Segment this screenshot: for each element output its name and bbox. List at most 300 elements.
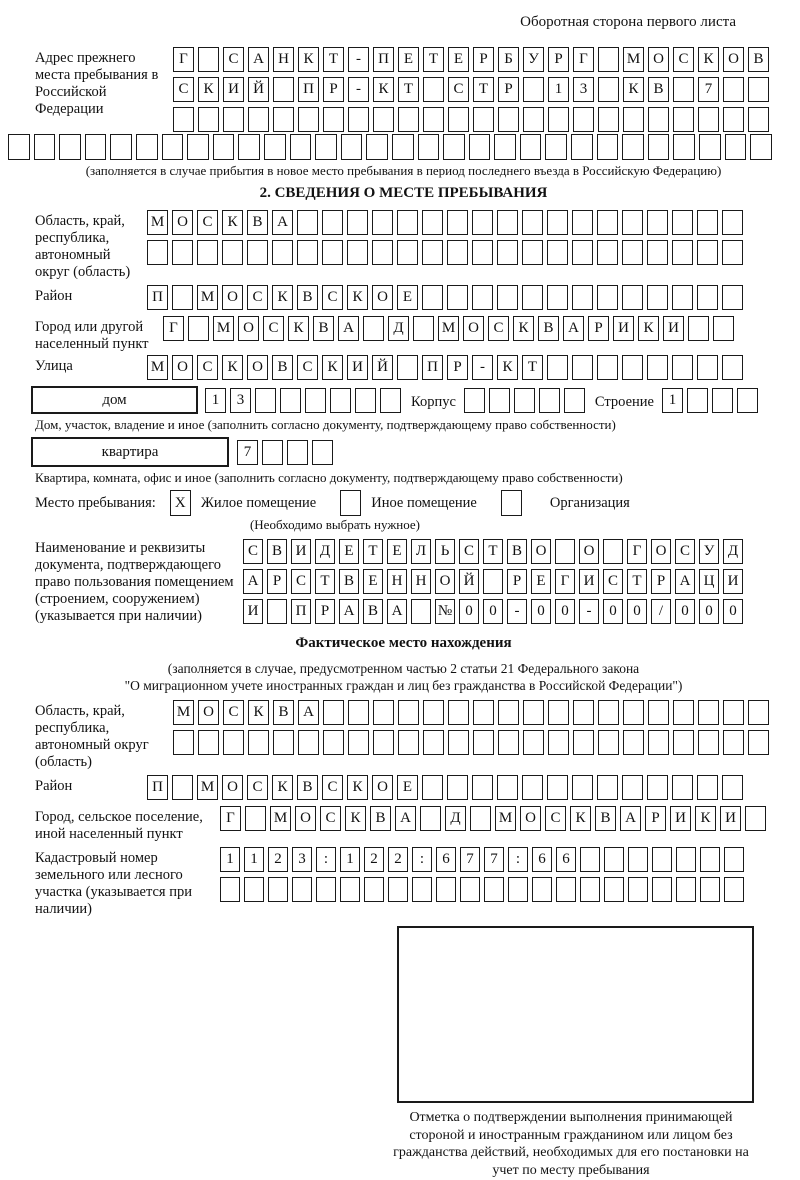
char-cell[interactable]: Г xyxy=(555,569,575,594)
char-cell[interactable] xyxy=(648,107,669,132)
char-cell[interactable] xyxy=(422,775,443,800)
char-cell[interactable]: : xyxy=(316,847,336,872)
char-cell[interactable] xyxy=(472,285,493,310)
char-cell[interactable]: Е xyxy=(339,539,359,564)
char-cell[interactable]: 1 xyxy=(548,77,569,102)
char-cell[interactable] xyxy=(548,107,569,132)
actual-region-char-row-1[interactable] xyxy=(173,700,769,725)
char-cell[interactable] xyxy=(597,285,618,310)
char-cell[interactable]: О xyxy=(295,806,316,831)
char-cell[interactable] xyxy=(397,355,418,380)
char-cell[interactable]: Р xyxy=(645,806,666,831)
char-cell[interactable] xyxy=(372,240,393,265)
char-cell[interactable] xyxy=(498,730,519,755)
char-cell[interactable] xyxy=(373,107,394,132)
char-cell[interactable]: М xyxy=(147,210,168,235)
apartment-char-row[interactable] xyxy=(237,440,333,465)
char-cell[interactable]: Ц xyxy=(699,569,719,594)
char-cell[interactable]: В xyxy=(370,806,391,831)
char-cell[interactable] xyxy=(604,877,624,902)
char-cell[interactable] xyxy=(622,775,643,800)
char-cell[interactable]: Т xyxy=(483,539,503,564)
char-cell[interactable]: В xyxy=(273,700,294,725)
char-cell[interactable] xyxy=(322,240,343,265)
char-cell[interactable] xyxy=(547,355,568,380)
char-cell[interactable] xyxy=(372,210,393,235)
char-cell[interactable] xyxy=(380,388,401,413)
char-cell[interactable]: К xyxy=(322,355,343,380)
char-cell[interactable] xyxy=(673,107,694,132)
char-cell[interactable] xyxy=(272,240,293,265)
char-cell[interactable]: И xyxy=(613,316,634,341)
char-cell[interactable] xyxy=(697,285,718,310)
char-cell[interactable]: С xyxy=(297,355,318,380)
char-cell[interactable] xyxy=(366,134,388,160)
char-cell[interactable]: О xyxy=(238,316,259,341)
char-cell[interactable]: 1 xyxy=(340,847,360,872)
char-cell[interactable]: С xyxy=(223,700,244,725)
char-cell[interactable]: О xyxy=(222,285,243,310)
char-cell[interactable] xyxy=(672,240,693,265)
char-cell[interactable]: И xyxy=(347,355,368,380)
char-cell[interactable] xyxy=(472,775,493,800)
char-cell[interactable]: М xyxy=(197,285,218,310)
char-cell[interactable] xyxy=(648,730,669,755)
char-cell[interactable] xyxy=(443,134,465,160)
char-cell[interactable] xyxy=(628,847,648,872)
char-cell[interactable]: 2 xyxy=(268,847,288,872)
char-cell[interactable] xyxy=(248,107,269,132)
char-cell[interactable] xyxy=(748,730,769,755)
char-cell[interactable]: В xyxy=(339,569,359,594)
char-cell[interactable]: - xyxy=(579,599,599,624)
char-cell[interactable]: А xyxy=(243,569,263,594)
char-cell[interactable] xyxy=(598,700,619,725)
char-cell[interactable] xyxy=(676,877,696,902)
char-cell[interactable]: С xyxy=(448,77,469,102)
char-cell[interactable]: В xyxy=(538,316,559,341)
char-cell[interactable] xyxy=(688,316,709,341)
char-cell[interactable] xyxy=(673,134,695,160)
char-cell[interactable] xyxy=(238,134,260,160)
char-cell[interactable]: 7 xyxy=(484,847,504,872)
char-cell[interactable] xyxy=(473,107,494,132)
char-cell[interactable]: П xyxy=(298,77,319,102)
char-cell[interactable] xyxy=(305,388,326,413)
actual-region-char-row-2[interactable] xyxy=(173,730,769,755)
char-cell[interactable]: О xyxy=(172,355,193,380)
char-cell[interactable]: Е xyxy=(363,569,383,594)
actual-district-char-row[interactable] xyxy=(147,775,743,800)
char-cell[interactable] xyxy=(323,107,344,132)
char-cell[interactable] xyxy=(436,877,456,902)
char-cell[interactable] xyxy=(573,700,594,725)
char-cell[interactable] xyxy=(340,877,360,902)
checkbox-zhiloe-pomeshchenie[interactable]: X xyxy=(170,490,191,516)
char-cell[interactable]: К xyxy=(272,775,293,800)
char-cell[interactable]: - xyxy=(348,47,369,72)
char-cell[interactable] xyxy=(647,775,668,800)
char-cell[interactable]: И xyxy=(291,539,311,564)
prev-address-overflow-row[interactable] xyxy=(8,134,772,160)
char-cell[interactable] xyxy=(622,134,644,160)
char-cell[interactable] xyxy=(652,847,672,872)
char-cell[interactable] xyxy=(268,877,288,902)
char-cell[interactable] xyxy=(392,134,414,160)
char-cell[interactable]: В xyxy=(297,775,318,800)
char-cell[interactable] xyxy=(724,847,744,872)
char-cell[interactable] xyxy=(539,388,560,413)
char-cell[interactable] xyxy=(173,107,194,132)
char-cell[interactable] xyxy=(725,134,747,160)
char-cell[interactable]: 1 xyxy=(662,388,683,413)
char-cell[interactable]: М xyxy=(623,47,644,72)
char-cell[interactable] xyxy=(280,388,301,413)
char-cell[interactable]: Р xyxy=(498,77,519,102)
char-cell[interactable] xyxy=(244,877,264,902)
char-cell[interactable]: : xyxy=(508,847,528,872)
char-cell[interactable] xyxy=(597,240,618,265)
char-cell[interactable] xyxy=(262,440,283,465)
char-cell[interactable]: 6 xyxy=(556,847,576,872)
char-cell[interactable]: К xyxy=(497,355,518,380)
char-cell[interactable] xyxy=(652,877,672,902)
char-cell[interactable] xyxy=(520,134,542,160)
char-cell[interactable]: У xyxy=(699,539,719,564)
char-cell[interactable] xyxy=(187,134,209,160)
char-cell[interactable]: Д xyxy=(445,806,466,831)
char-cell[interactable] xyxy=(497,210,518,235)
char-cell[interactable] xyxy=(448,107,469,132)
char-cell[interactable] xyxy=(750,134,772,160)
char-cell[interactable]: К xyxy=(222,210,243,235)
char-cell[interactable] xyxy=(248,730,269,755)
char-cell[interactable]: О xyxy=(172,210,193,235)
char-cell[interactable]: С xyxy=(223,47,244,72)
char-cell[interactable]: Р xyxy=(651,569,671,594)
char-cell[interactable] xyxy=(172,240,193,265)
char-cell[interactable]: М xyxy=(438,316,459,341)
char-cell[interactable]: Р xyxy=(548,47,569,72)
char-cell[interactable] xyxy=(447,775,468,800)
char-cell[interactable] xyxy=(564,388,585,413)
char-cell[interactable] xyxy=(673,700,694,725)
char-cell[interactable] xyxy=(348,107,369,132)
char-cell[interactable]: К xyxy=(288,316,309,341)
char-cell[interactable] xyxy=(494,134,516,160)
char-cell[interactable] xyxy=(547,210,568,235)
char-cell[interactable]: К xyxy=(222,355,243,380)
korpus-char-row[interactable] xyxy=(464,388,585,413)
char-cell[interactable] xyxy=(522,240,543,265)
char-cell[interactable] xyxy=(522,285,543,310)
char-cell[interactable]: Т xyxy=(398,77,419,102)
char-cell[interactable]: К xyxy=(623,77,644,102)
char-cell[interactable] xyxy=(423,107,444,132)
char-cell[interactable]: С xyxy=(673,47,694,72)
char-cell[interactable]: Ь xyxy=(435,539,455,564)
char-cell[interactable] xyxy=(498,107,519,132)
char-cell[interactable] xyxy=(673,730,694,755)
char-cell[interactable] xyxy=(687,388,708,413)
char-cell[interactable]: С xyxy=(291,569,311,594)
char-cell[interactable] xyxy=(315,134,337,160)
char-cell[interactable]: М xyxy=(270,806,291,831)
char-cell[interactable] xyxy=(722,355,743,380)
document-char-row-3[interactable] xyxy=(243,599,743,624)
char-cell[interactable] xyxy=(347,210,368,235)
char-cell[interactable]: А xyxy=(298,700,319,725)
char-cell[interactable] xyxy=(723,107,744,132)
char-cell[interactable]: О xyxy=(198,700,219,725)
char-cell[interactable] xyxy=(373,730,394,755)
char-cell[interactable]: А xyxy=(272,210,293,235)
char-cell[interactable]: К xyxy=(638,316,659,341)
char-cell[interactable] xyxy=(672,355,693,380)
char-cell[interactable] xyxy=(287,440,308,465)
char-cell[interactable] xyxy=(603,539,623,564)
actual-city-char-row[interactable] xyxy=(220,806,766,831)
char-cell[interactable] xyxy=(423,730,444,755)
char-cell[interactable] xyxy=(255,388,276,413)
char-cell[interactable]: П xyxy=(291,599,311,624)
char-cell[interactable]: 0 xyxy=(627,599,647,624)
char-cell[interactable] xyxy=(147,240,168,265)
char-cell[interactable] xyxy=(423,77,444,102)
char-cell[interactable] xyxy=(322,210,343,235)
char-cell[interactable] xyxy=(597,210,618,235)
char-cell[interactable] xyxy=(573,107,594,132)
char-cell[interactable]: О xyxy=(651,539,671,564)
char-cell[interactable]: Т xyxy=(323,47,344,72)
char-cell[interactable]: Е xyxy=(387,539,407,564)
char-cell[interactable]: П xyxy=(147,775,168,800)
char-cell[interactable]: С xyxy=(545,806,566,831)
char-cell[interactable] xyxy=(398,107,419,132)
char-cell[interactable] xyxy=(697,240,718,265)
char-cell[interactable] xyxy=(623,700,644,725)
char-cell[interactable]: В xyxy=(313,316,334,341)
char-cell[interactable] xyxy=(700,877,720,902)
char-cell[interactable] xyxy=(700,847,720,872)
char-cell[interactable] xyxy=(213,134,235,160)
char-cell[interactable] xyxy=(572,775,593,800)
char-cell[interactable]: М xyxy=(197,775,218,800)
prev-address-char-row-1[interactable] xyxy=(173,47,769,72)
char-cell[interactable] xyxy=(572,285,593,310)
char-cell[interactable]: В xyxy=(267,539,287,564)
char-cell[interactable] xyxy=(363,316,384,341)
char-cell[interactable] xyxy=(172,775,193,800)
char-cell[interactable] xyxy=(197,240,218,265)
char-cell[interactable] xyxy=(469,134,491,160)
char-cell[interactable]: В xyxy=(748,47,769,72)
char-cell[interactable] xyxy=(59,134,81,160)
char-cell[interactable] xyxy=(413,316,434,341)
char-cell[interactable] xyxy=(397,240,418,265)
document-char-row-1[interactable] xyxy=(243,539,743,564)
char-cell[interactable] xyxy=(484,877,504,902)
char-cell[interactable]: 1 xyxy=(220,847,240,872)
char-cell[interactable]: К xyxy=(298,47,319,72)
char-cell[interactable]: С xyxy=(173,77,194,102)
char-cell[interactable] xyxy=(571,134,593,160)
char-cell[interactable]: Р xyxy=(323,77,344,102)
char-cell[interactable]: В xyxy=(297,285,318,310)
char-cell[interactable] xyxy=(298,730,319,755)
char-cell[interactable] xyxy=(580,877,600,902)
char-cell[interactable]: М xyxy=(213,316,234,341)
char-cell[interactable]: 0 xyxy=(699,599,719,624)
char-cell[interactable]: Е xyxy=(397,775,418,800)
char-cell[interactable] xyxy=(473,730,494,755)
char-cell[interactable]: Д xyxy=(315,539,335,564)
char-cell[interactable] xyxy=(398,730,419,755)
char-cell[interactable] xyxy=(713,316,734,341)
char-cell[interactable] xyxy=(316,877,336,902)
char-cell[interactable]: С xyxy=(197,355,218,380)
char-cell[interactable] xyxy=(422,285,443,310)
char-cell[interactable] xyxy=(412,877,432,902)
char-cell[interactable] xyxy=(712,388,733,413)
char-cell[interactable] xyxy=(85,134,107,160)
char-cell[interactable] xyxy=(508,877,528,902)
char-cell[interactable] xyxy=(397,210,418,235)
char-cell[interactable] xyxy=(628,877,648,902)
char-cell[interactable]: М xyxy=(173,700,194,725)
char-cell[interactable]: 2 xyxy=(364,847,384,872)
char-cell[interactable] xyxy=(245,806,266,831)
char-cell[interactable] xyxy=(447,285,468,310)
char-cell[interactable] xyxy=(373,700,394,725)
char-cell[interactable] xyxy=(497,240,518,265)
char-cell[interactable] xyxy=(604,847,624,872)
char-cell[interactable]: Т xyxy=(522,355,543,380)
char-cell[interactable] xyxy=(648,134,670,160)
char-cell[interactable] xyxy=(672,775,693,800)
char-cell[interactable]: Т xyxy=(423,47,444,72)
char-cell[interactable] xyxy=(547,240,568,265)
char-cell[interactable] xyxy=(522,210,543,235)
char-cell[interactable]: О xyxy=(463,316,484,341)
char-cell[interactable]: № xyxy=(435,599,455,624)
char-cell[interactable]: 0 xyxy=(483,599,503,624)
char-cell[interactable]: С xyxy=(247,775,268,800)
char-cell[interactable]: Н xyxy=(273,47,294,72)
city-char-row[interactable] xyxy=(163,316,734,341)
char-cell[interactable] xyxy=(472,210,493,235)
char-cell[interactable]: 3 xyxy=(292,847,312,872)
char-cell[interactable]: О xyxy=(435,569,455,594)
char-cell[interactable] xyxy=(723,730,744,755)
char-cell[interactable]: И xyxy=(223,77,244,102)
char-cell[interactable] xyxy=(622,285,643,310)
char-cell[interactable] xyxy=(447,240,468,265)
char-cell[interactable] xyxy=(323,700,344,725)
char-cell[interactable]: 0 xyxy=(555,599,575,624)
char-cell[interactable] xyxy=(647,240,668,265)
char-cell[interactable]: 0 xyxy=(675,599,695,624)
char-cell[interactable]: Й xyxy=(459,569,479,594)
char-cell[interactable] xyxy=(572,210,593,235)
char-cell[interactable]: О xyxy=(648,47,669,72)
char-cell[interactable] xyxy=(420,806,441,831)
char-cell[interactable]: Р xyxy=(447,355,468,380)
char-cell[interactable]: П xyxy=(422,355,443,380)
char-cell[interactable] xyxy=(267,599,287,624)
char-cell[interactable]: О xyxy=(247,355,268,380)
char-cell[interactable] xyxy=(697,210,718,235)
char-cell[interactable] xyxy=(548,700,569,725)
char-cell[interactable]: 1 xyxy=(244,847,264,872)
char-cell[interactable]: Р xyxy=(507,569,527,594)
char-cell[interactable] xyxy=(597,775,618,800)
char-cell[interactable]: А xyxy=(387,599,407,624)
char-cell[interactable] xyxy=(483,569,503,594)
char-cell[interactable]: Р xyxy=(267,569,287,594)
char-cell[interactable] xyxy=(422,210,443,235)
char-cell[interactable]: Д xyxy=(723,539,743,564)
char-cell[interactable] xyxy=(723,700,744,725)
char-cell[interactable] xyxy=(273,77,294,102)
char-cell[interactable] xyxy=(247,240,268,265)
district-char-row[interactable] xyxy=(147,285,743,310)
char-cell[interactable] xyxy=(312,440,333,465)
char-cell[interactable] xyxy=(745,806,766,831)
char-cell[interactable] xyxy=(347,240,368,265)
char-cell[interactable] xyxy=(573,730,594,755)
char-cell[interactable] xyxy=(598,77,619,102)
char-cell[interactable] xyxy=(737,388,758,413)
char-cell[interactable] xyxy=(699,134,721,160)
char-cell[interactable] xyxy=(548,730,569,755)
char-cell[interactable] xyxy=(298,107,319,132)
char-cell[interactable]: К xyxy=(570,806,591,831)
prev-address-char-row-3[interactable] xyxy=(173,107,769,132)
char-cell[interactable] xyxy=(273,730,294,755)
char-cell[interactable] xyxy=(647,285,668,310)
char-cell[interactable]: С xyxy=(322,775,343,800)
char-cell[interactable] xyxy=(672,285,693,310)
char-cell[interactable]: А xyxy=(563,316,584,341)
char-cell[interactable]: Б xyxy=(498,47,519,72)
char-cell[interactable] xyxy=(598,47,619,72)
char-cell[interactable] xyxy=(448,730,469,755)
char-cell[interactable] xyxy=(472,240,493,265)
char-cell[interactable] xyxy=(297,240,318,265)
char-cell[interactable] xyxy=(162,134,184,160)
char-cell[interactable]: С xyxy=(459,539,479,564)
char-cell[interactable] xyxy=(647,210,668,235)
char-cell[interactable] xyxy=(198,47,219,72)
char-cell[interactable] xyxy=(722,240,743,265)
char-cell[interactable]: Г xyxy=(220,806,241,831)
char-cell[interactable] xyxy=(523,700,544,725)
document-char-row-2[interactable] xyxy=(243,569,743,594)
char-cell[interactable] xyxy=(355,388,376,413)
char-cell[interactable] xyxy=(172,285,193,310)
char-cell[interactable]: О xyxy=(520,806,541,831)
char-cell[interactable] xyxy=(364,877,384,902)
char-cell[interactable] xyxy=(676,847,696,872)
char-cell[interactable]: С xyxy=(263,316,284,341)
char-cell[interactable] xyxy=(290,134,312,160)
char-cell[interactable]: 7 xyxy=(698,77,719,102)
char-cell[interactable] xyxy=(188,316,209,341)
char-cell[interactable]: Г xyxy=(627,539,647,564)
char-cell[interactable]: К xyxy=(248,700,269,725)
char-cell[interactable]: К xyxy=(347,285,368,310)
